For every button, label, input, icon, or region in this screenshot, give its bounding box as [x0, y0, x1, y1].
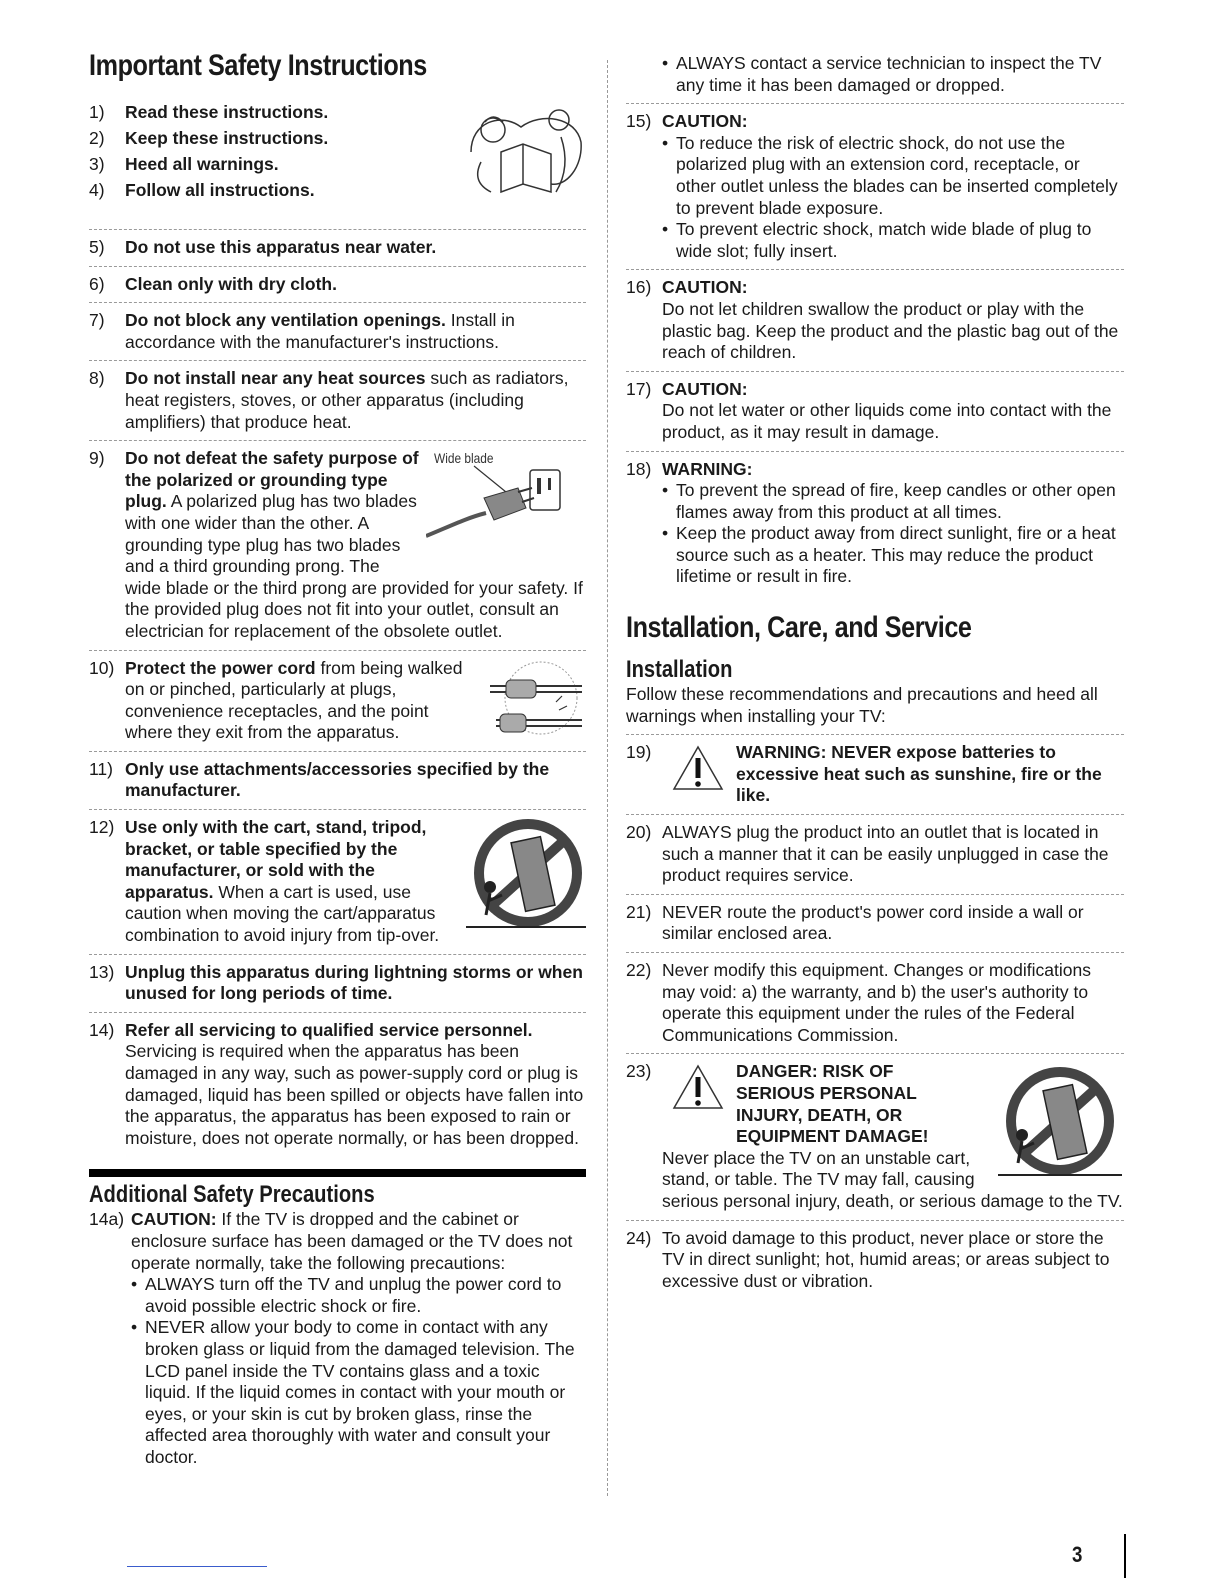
divider [626, 894, 1124, 895]
divider [626, 103, 1124, 104]
bottom-rule [127, 1566, 267, 1567]
item-16: 16) CAUTION: Do not let children swallow the product or play with the plastic bag. Keep the product and the plastic bag out of the reach of children. [626, 277, 1119, 363]
list-item: 3) Heed all warnings. [89, 153, 279, 174]
additional-safety-title: Additional Safety Precautions [89, 1181, 375, 1209]
section-title: Installation, Care, and Service [626, 611, 972, 645]
list-item: 2) Keep these instructions. [89, 127, 329, 148]
section-bar [89, 1169, 586, 1177]
continued-bullet [626, 53, 1124, 96]
divider [89, 229, 586, 230]
divider [626, 734, 1124, 735]
item-19: 19) WARNING: NEVER expose batteries to excessive heat such as sunshine, fire or the like. [626, 742, 1102, 806]
list-item: 4) Follow all instructions. [89, 179, 315, 200]
installation-intro: Follow these recommendations and precautions and heed all warnings when installing your TV: [626, 684, 1098, 726]
item-17: 17) CAUTION: Do not let water or other liquids come into contact with the product, as it may result in damage. [626, 378, 1112, 442]
items-1-4 [89, 102, 586, 222]
divider [89, 266, 586, 267]
divider [89, 360, 586, 361]
item-23: 23) DANGER: RISK OF SERIOUS PERSONAL INJURY, DEATH, OR EQUIPMENT DAMAGE! Never place the TV on an unstable cart, stand, or table. The TV may fall, causing serious personal injury, death, or serious damage to the TV. [626, 1061, 1123, 1211]
divider [626, 269, 1124, 270]
bullet-item: • ALWAYS contact a service technician to inspect the TV any time it has been damaged or dropped. [662, 53, 1102, 95]
divider [626, 1220, 1124, 1221]
list-item: 5) Do not use this apparatus near water. [89, 237, 437, 257]
cart-tipover-icon [996, 1061, 1124, 1179]
item-20: 20) ALWAYS plug the product into an outlet that is located in such a manner that it can be easily unplugged in case the product requires service. [626, 822, 1109, 886]
list-item: 6) Clean only with dry cloth. [89, 273, 337, 294]
right-column [626, 53, 1124, 1292]
list-item: 1) Read these instructions. [89, 102, 329, 122]
list-item: 8) Do not install near any heat sources such as radiators, heat registers, stoves, or other apparatus (including amplifiers) that produce heat. [89, 368, 569, 432]
page-number-bar [1124, 1534, 1126, 1578]
bullet-item: • Keep the product away from direct sunlight, fire or a heat source such as a heater. This may reduce the product lifetime or result in fire. [662, 523, 1116, 587]
item-14a: 14a) CAUTION: If the TV is dropped and the cabinet or enclosure surface has been damaged or the TV does not operate normally, take the following precautions: • ALWAYS turn off the TV and unplug the power cord to avoid possible electric shock or fire. • NEVER allow your body to come in contact with any broken glass or liquid from the damaged television. The LCD panel inside the TV contains glass and a toxic liquid. If the liquid comes in contact with your mouth or eyes, or your skin is cut by broken glass, rinse the affected area thoroughly with water and consult your doctor. [89, 1209, 586, 1468]
item-18: 18) WARNING: • To prevent the spread of fire, keep candles or other open flames away from this product at all times. • Keep the product away from direct sunlight, fire or a heat source such as a heater. This may reduce the product lifetime or result in fire. [626, 459, 1124, 589]
warning-triangle-icon [672, 744, 724, 792]
divider [89, 440, 586, 441]
divider [89, 650, 586, 651]
divider [89, 302, 586, 303]
divider [89, 1012, 586, 1013]
divider [626, 952, 1124, 953]
reading-people-icon [451, 92, 591, 202]
cart-tipover-icon [466, 817, 586, 933]
column-divider [607, 60, 608, 1496]
list-item: 9) Wide blade Do not defeat the safety purpose of the polarized or grounding type plug. A polarized plug has two blades with one wider than the other. A grounding type plug has two blades and a third grounding prong. The wide blade or the third prong are provided for your safety. If the provided plug does not fit into your outlet, consult an electrician for replacement of the obsolete outlet. [89, 448, 586, 642]
list-item: 11) Only use attachments/accessories specified by the manufacturer. [89, 758, 550, 801]
list-item: 13) Unplug this apparatus during lightning storms or when unused for long periods of time. [89, 961, 583, 1004]
list-item: 12) Use only with the cart, stand, tripod, bracket, or table specified by the manufacturer, or sold with the apparatus. When a cart is used, use caution when moving the cart/apparatus combination to avoid injury from tip-over. [89, 817, 586, 947]
item-22: 22) Never modify this equipment. Changes or modifications may void: a) the warranty, and b) the user's authority to operate this equipment under the rules of the Federal Communications Commission. [626, 960, 1091, 1045]
page-title: Important Safety Instructions [89, 49, 427, 82]
bullet-item: • To prevent the spread of fire, keep candles or other open flames away from this product at all times. [662, 480, 1116, 522]
polarized-plug-icon [426, 458, 586, 554]
danger-triangle-icon [672, 1063, 724, 1111]
left-column [89, 48, 586, 1469]
list-item: 10) Protect the power cord from being walked on or pinched, particularly at plugs, convenience receptacles, and the point where they exit from the apparatus. [89, 658, 586, 744]
bullet-item: • ALWAYS turn off the TV and unplug the power cord to avoid possible electric shock or fire. [131, 1274, 562, 1316]
bullet-item: • To prevent electric shock, match wide blade of plug to wide slot; fully insert. [662, 219, 1092, 261]
divider [89, 954, 586, 955]
wide-blade-label: Wide blade [434, 450, 494, 467]
installation-title: Installation [626, 656, 733, 684]
item-21: 21) NEVER route the product's power cord inside a wall or similar enclosed area. [626, 901, 1084, 944]
divider [89, 809, 586, 810]
divider [626, 814, 1124, 815]
page-number: 3 [1072, 1542, 1083, 1567]
plug-figure [426, 448, 586, 556]
list-item: 14) Refer all servicing to qualified service personnel. Servicing is required when the apparatus has been damaged in any way, such as power-supply cord or plug is damaged, liquid has been spilled or objects have fallen into the apparatus, the apparatus has been exposed to rain or moisture, does not operate normally, or has been dropped. [89, 1019, 584, 1148]
bullet-item: • NEVER allow your body to come in contact with any broken glass or liquid from the damaged television. The LCD panel inside the TV contains glass and a toxic liquid. If the liquid comes in contact with your mouth or eyes, or your skin is cut by broken glass, rinse the affected area thoroughly with water and consult your doctor. [131, 1317, 575, 1467]
divider [626, 451, 1124, 452]
bullet-item: • To reduce the risk of electric shock, do not use the polarized plug with an extension cord, receptacle, or other outlet unless the blades can be inserted completely to prevent blade exposure. [662, 132, 1118, 218]
item-24: 24) To avoid damage to this product, never place or store the TV in direct sunlight; hot, humid areas; or areas subject to excessive dust or vibration. [626, 1227, 1110, 1291]
item-15: 15) CAUTION: • To reduce the risk of electric shock, do not use the polarized plug with an extension cord, receptacle, or other outlet unless the blades can be inserted completely to prevent blade exposure. • To prevent electric shock, match wide blade of plug to wide slot; fully insert. [626, 111, 1124, 262]
list-item: 7) Do not block any ventilation openings. Install in accordance with the manufacturer's instructions. [89, 310, 515, 352]
divider [89, 751, 586, 752]
power-cord-icon [486, 658, 586, 742]
divider [626, 1053, 1124, 1054]
divider [626, 371, 1124, 372]
